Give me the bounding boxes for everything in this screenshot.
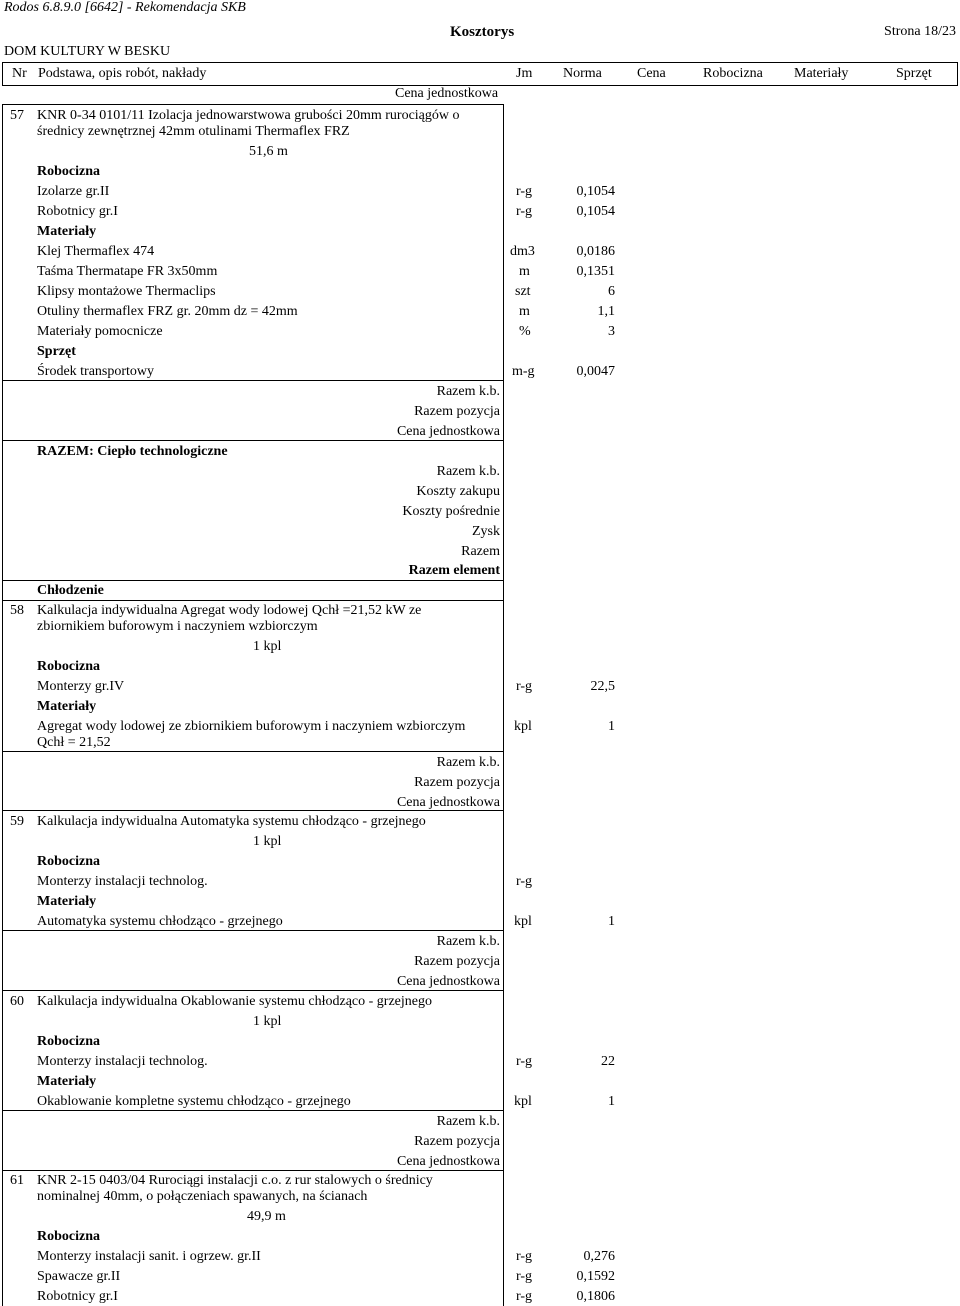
item-60-r1-name: Monterzy instalacji technolog.	[37, 1054, 208, 1069]
item-60-qty: 1 kpl	[253, 1014, 282, 1029]
item-60-r1-norma: 22	[601, 1054, 615, 1069]
item-59-m1-name: Automatyka systemu chłodząco - grzejnego	[37, 914, 283, 929]
item-59-r1-jm: r-g	[516, 874, 533, 889]
item-58-cena-jedn: Cena jednostkowa	[396, 795, 500, 810]
item-61-nr: 61	[10, 1173, 24, 1188]
item-57-nr: 57	[10, 108, 24, 123]
item-61-r2-norma: 0,1592	[576, 1269, 615, 1284]
item-57-m1-norma: 0,0186	[576, 244, 615, 259]
item-57-materialy-label: Materiały	[37, 224, 97, 239]
item-57-sprzet-label: Sprzęt	[37, 344, 76, 359]
item-57-m2-jm: m	[519, 264, 530, 279]
item-58-razem-kb: Razem k.b.	[436, 755, 500, 770]
grid-left	[2, 104, 3, 1306]
grid-sep-58b	[2, 751, 504, 752]
item-61-desc2: nominalnej 40mm, o połączeniach spawanych, na ścianach	[37, 1189, 368, 1204]
item-58-m1-name: Agregat wody lodowej ze zbiornikiem buforowym i naczyniem wzbiorczym	[37, 719, 466, 734]
item-61-r2-name: Spawacze gr.II	[37, 1269, 121, 1284]
item-60-m1-jm: kpl	[514, 1094, 532, 1109]
item-57-s1-norma: 0,0047	[576, 364, 615, 379]
item-57-m2-norma: 0,1351	[576, 264, 615, 279]
item-60-materialy-label: Materiały	[37, 1074, 97, 1089]
item-59-nr: 59	[10, 814, 24, 829]
cieplo-koszty-posrednie: Koszty pośrednie	[402, 504, 500, 519]
item-60-r1-jm: r-g	[516, 1054, 533, 1069]
item-58-desc2: zbiornikiem buforowym i naczyniem wzbiorczym	[37, 619, 318, 634]
grid-sep-chlodzenie	[2, 580, 504, 581]
item-61-r1-norma: 0,276	[583, 1249, 615, 1264]
item-57-m5-jm: %	[519, 324, 531, 339]
item-58-razem-pozycja: Razem pozycja	[414, 775, 500, 790]
col-sprzet: Sprzęt	[896, 66, 932, 81]
item-60-razem-pozycja: Razem pozycja	[414, 1134, 500, 1149]
grid-sep-61	[2, 1170, 504, 1171]
item-61-desc1: KNR 2-15 0403/04 Rurociągi instalacji c.o. z rur stalowych o średnicy	[37, 1173, 433, 1188]
item-58-desc1: Kalkulacja indywidualna Agregat wody lodowej Qchł =21,52 kW ze	[37, 603, 422, 618]
col-robocizna: Robocizna	[703, 66, 763, 81]
item-59-robocizna-label: Robocizna	[37, 854, 100, 869]
cieplo-zysk: Zysk	[472, 524, 500, 539]
item-58-m1-jm: kpl	[514, 719, 532, 734]
item-57-r1-name: Izolarze gr.II	[37, 184, 110, 199]
item-57-desc2: średnicy zewnętrznej 42mm otulinami Thermaflex FRZ	[37, 124, 350, 139]
item-57-desc1: KNR 0-34 0101/11 Izolacja jednowarstwowa grubości 20mm rurociągów o	[37, 108, 460, 123]
item-57-m3-jm: szt	[515, 284, 531, 299]
item-57-m4-norma: 1,1	[597, 304, 615, 319]
item-59-desc1: Kalkulacja indywidualna Automatyka systemu chłodząco - grzejnego	[37, 814, 426, 829]
owner-name: DOM KULTURY W BESKU	[4, 44, 171, 59]
item-60-nr: 60	[10, 994, 24, 1009]
grid-sep-59b	[2, 930, 504, 931]
cieplo-koszty-zakupu: Koszty zakupu	[416, 484, 500, 499]
item-57-s1-name: Środek transportowy	[37, 364, 155, 379]
item-58-nr: 58	[10, 603, 24, 618]
col-norma: Norma	[563, 66, 602, 81]
item-61-robocizna-label: Robocizna	[37, 1229, 100, 1244]
document-title: Kosztorys	[450, 24, 515, 40]
item-58-robocizna-label: Robocizna	[37, 659, 100, 674]
item-61-qty: 49,9 m	[247, 1209, 286, 1224]
col-nr: Nr	[12, 66, 27, 81]
item-60-desc1: Kalkulacja indywidualna Okablowanie systemu chłodząco - grzejnego	[37, 994, 432, 1009]
item-59-m1-norma: 1	[608, 914, 615, 929]
item-58-materialy-label: Materiały	[37, 699, 97, 714]
col-desc: Podstawa, opis robót, nakłady	[38, 66, 207, 81]
item-60-m1-norma: 1	[608, 1094, 615, 1109]
item-59-qty: 1 kpl	[253, 834, 282, 849]
item-58-m1-norma: 1	[608, 719, 615, 734]
item-57-m4-name: Otuliny thermaflex FRZ gr. 20mm dz = 42mm	[37, 304, 298, 319]
item-57-r2-name: Robotnicy gr.I	[37, 204, 118, 219]
item-57-s1-jm: m-g	[512, 364, 535, 379]
grid-sep-57	[2, 380, 504, 381]
item-59-cena-jedn: Cena jednostkowa	[396, 974, 500, 989]
item-57-m1-name: Klej Thermaflex 474	[37, 244, 155, 259]
item-61-r1-jm: r-g	[516, 1249, 533, 1264]
item-59-materialy-label: Materiały	[37, 894, 97, 909]
item-57-m4-jm: m	[519, 304, 530, 319]
item-60-m1-name: Okablowanie kompletne systemu chłodząco - grzejnego	[37, 1094, 351, 1109]
column-header	[2, 62, 958, 86]
grid-sep-razem	[2, 440, 504, 441]
item-58-m1-name2: Qchł = 21,52	[37, 735, 111, 750]
cieplo-razem-kb: Razem k.b.	[436, 464, 500, 479]
item-58-r1-norma: 22,5	[590, 679, 615, 694]
item-57-m5-norma: 3	[608, 324, 615, 339]
cieplo-razem-element: Razem element	[408, 563, 500, 578]
col-cena: Cena	[637, 66, 666, 81]
item-60-razem-kb: Razem k.b.	[436, 1114, 500, 1129]
grid-top	[2, 104, 504, 105]
page-number: Strona 18/23	[884, 24, 956, 39]
grid-sep-60b	[2, 1110, 504, 1111]
program-name: Rodos 6.8.9.0 [6642] - Rekomendacja SKB	[4, 0, 246, 15]
item-57-m1-jm: dm3	[510, 244, 535, 259]
item-59-r1-name: Monterzy instalacji technolog.	[37, 874, 208, 889]
item-57-r2-norma: 0,1054	[576, 204, 615, 219]
item-57-razem-kb: Razem k.b.	[436, 384, 500, 399]
col-materialy: Materiały	[794, 66, 849, 81]
item-60-cena-jedn: Cena jednostkowa	[396, 1154, 500, 1169]
col-jm: Jm	[516, 66, 533, 81]
grid-sep-60	[2, 990, 504, 991]
item-59-razem-pozycja: Razem pozycja	[414, 954, 500, 969]
item-61-r1-name: Monterzy instalacji sanit. i ogrzew. gr.II	[37, 1249, 261, 1264]
item-57-razem-pozycja: Razem pozycja	[414, 404, 500, 419]
item-57-qty: 51,6 m	[249, 144, 288, 159]
item-57-robocizna-label: Robocizna	[37, 164, 100, 179]
item-57-m5-name: Materiały pomocnicze	[37, 324, 163, 339]
grid-col-desc-right	[503, 104, 504, 1306]
item-61-r3-norma: 0,1806	[576, 1289, 615, 1304]
item-60-robocizna-label: Robocizna	[37, 1034, 100, 1049]
item-59-razem-kb: Razem k.b.	[436, 934, 500, 949]
item-57-m2-name: Taśma Thermatape FR 3x50mm	[37, 264, 218, 279]
item-57-m3-name: Klipsy montażowe Thermaclips	[37, 284, 216, 299]
razem-cieplo-label: RAZEM: Ciepło technologiczne	[37, 444, 228, 459]
item-61-r3-name: Robotnicy gr.I	[37, 1289, 118, 1304]
item-57-m3-norma: 6	[608, 284, 615, 299]
item-58-r1-name: Monterzy gr.IV	[37, 679, 125, 694]
cieplo-razem: Razem	[461, 544, 500, 559]
grid-sep-58	[2, 600, 504, 601]
cena-jednostkowa-top: Cena jednostkowa	[395, 86, 499, 101]
item-61-r2-jm: r-g	[516, 1269, 533, 1284]
item-57-r1-norma: 0,1054	[576, 184, 615, 199]
item-57-r1-jm: r-g	[516, 184, 533, 199]
item-61-r3-jm: r-g	[516, 1289, 533, 1304]
chlodzenie-label: Chłodzenie	[37, 583, 104, 598]
item-57-r2-jm: r-g	[516, 204, 533, 219]
item-59-m1-jm: kpl	[514, 914, 532, 929]
item-58-qty: 1 kpl	[253, 639, 282, 654]
item-58-r1-jm: r-g	[516, 679, 533, 694]
item-57-cena-jedn: Cena jednostkowa	[396, 424, 500, 439]
